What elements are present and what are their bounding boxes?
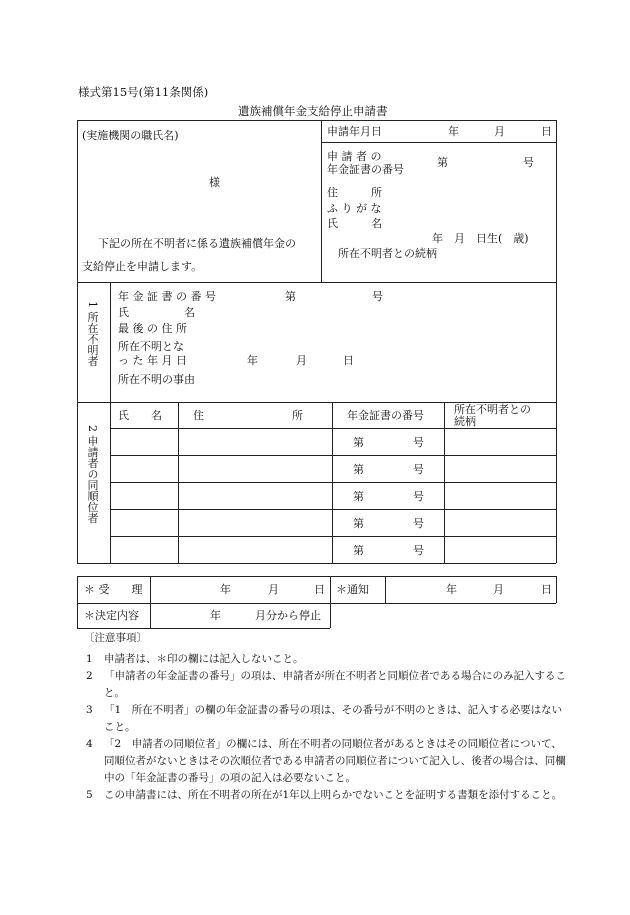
- application-date-year: 年: [448, 125, 459, 138]
- missing-name-label: 氏 名: [118, 306, 195, 319]
- note-item: [86, 702, 566, 736]
- applicant-cert-dai: 第: [437, 156, 448, 169]
- notice-day: 日: [541, 583, 552, 596]
- missing-person-heading: 1 所在不明者: [86, 301, 99, 367]
- note-item: [86, 668, 566, 702]
- missing-cert-go: 号: [372, 290, 383, 303]
- form-number: 様式第15号(第11条関係): [78, 85, 209, 99]
- decision-label: ＊決定内容: [84, 609, 139, 622]
- row-cert-dai: 第: [353, 463, 364, 476]
- applicant-cert-label-line1: 申 請 者 の: [327, 150, 382, 163]
- same-rank-heading: 2 申請者の同順位者: [86, 425, 99, 524]
- col-relation-header-line1: 所在不明者との: [454, 403, 531, 416]
- col-name-header: 氏 名: [118, 409, 162, 422]
- application-statement-line2: 支給停止を申請します。: [82, 260, 203, 273]
- application-date-label: 申請年月日: [327, 125, 382, 138]
- missing-reason-label: 所在不明の事由: [118, 373, 195, 386]
- note-number: 3: [86, 704, 93, 716]
- row-cert-go: 号: [413, 463, 424, 476]
- row-cert-go: 号: [413, 517, 424, 530]
- notes-heading: 〔注意事項〕: [84, 632, 147, 644]
- row-cert-go: 号: [413, 490, 424, 503]
- note-text: 「1 所在不明者」の欄の年金証書の番号の項は、その番号が不明のときは、記入する必要はないこと。: [104, 704, 563, 733]
- note-item: [86, 736, 566, 787]
- applicant-cert-label-line2: 年金証書の番号: [327, 163, 404, 176]
- receipt-month: 月: [268, 583, 279, 596]
- missing-last-address-label: 最 後 の 住 所: [118, 322, 187, 335]
- application-date-day: 日: [541, 125, 552, 138]
- application-date-month: 月: [494, 125, 505, 138]
- sama-label: 様: [209, 176, 220, 189]
- applicant-address-label: 住 所: [327, 186, 382, 199]
- note-text: この申請書には、所在不明者の所在が1年以上明らかでないことを証明する書類を添付すること。: [104, 789, 563, 801]
- missing-cert-label: 年 金 証 書 の 番 号: [118, 290, 216, 303]
- receipt-day: 日: [314, 583, 325, 596]
- row-cert-go: 号: [413, 544, 424, 557]
- note-number: 5: [86, 789, 93, 801]
- note-item: [86, 787, 566, 804]
- receipt-label: ＊ 受 理: [84, 583, 143, 596]
- note-text: 申請者は、＊印の欄には記入しないこと。: [104, 653, 304, 665]
- applicant-cert-go: 号: [523, 156, 534, 169]
- row-cert-go: 号: [413, 436, 424, 449]
- note-number: 4: [86, 738, 93, 750]
- receipt-year: 年: [220, 583, 231, 596]
- application-statement-line1: 下記の所在不明者に係る遺族補償年金の: [98, 237, 296, 250]
- missing-cert-dai: 第: [285, 290, 296, 303]
- form-title: 遺族補償年金支給停止申請書: [238, 104, 388, 118]
- note-text: 「2 申請者の同順位者」の欄には、所在不明者の同順位者があるときはその同順位者について、同順位者がないときはその次順位者である申請者の同順位者について記入し、後者の場合は、同欄中の「年金証書の番号」の項の記入は必要ないこと。: [104, 738, 566, 784]
- official-label: (実施機関の職氏名): [82, 129, 179, 142]
- notice-month: 月: [493, 583, 504, 596]
- col-cert-header: 年金証書の番号: [347, 409, 424, 422]
- note-number: 2: [86, 670, 93, 682]
- applicant-furigana-label: ふ り が な: [327, 202, 382, 215]
- missing-date-year: 年: [247, 354, 258, 367]
- notes-list: [86, 651, 566, 804]
- applicant-relation-label: 所在不明者との続柄: [338, 247, 437, 260]
- missing-date-label-line2: っ た 年 月 日: [118, 354, 187, 367]
- note-number: 1: [86, 653, 93, 665]
- decision-text: 月分から停止: [255, 609, 321, 622]
- notice-year: 年: [446, 583, 457, 596]
- missing-date-label-line1: 所在不明とな: [118, 340, 184, 353]
- notice-label: ＊通知: [336, 583, 369, 596]
- row-cert-dai: 第: [353, 490, 364, 503]
- note-item: [86, 651, 566, 668]
- row-cert-dai: 第: [353, 436, 364, 449]
- decision-year: 年: [210, 609, 221, 622]
- missing-date-month: 月: [296, 354, 307, 367]
- missing-date-day: 日: [343, 354, 354, 367]
- applicant-name-label: 氏 名: [327, 217, 382, 230]
- row-cert-dai: 第: [353, 517, 364, 530]
- col-address-header: 住 所: [193, 409, 303, 422]
- col-relation-header-line2: 続柄: [454, 415, 476, 428]
- row-cert-dai: 第: [353, 544, 364, 557]
- note-text: 「申請者の年金証書の番号」の項は、申請者が所在不明者と同順位者である場合にのみ記入すること。: [104, 670, 566, 699]
- applicant-birth-date: 年 月 日生( 歳): [432, 232, 529, 245]
